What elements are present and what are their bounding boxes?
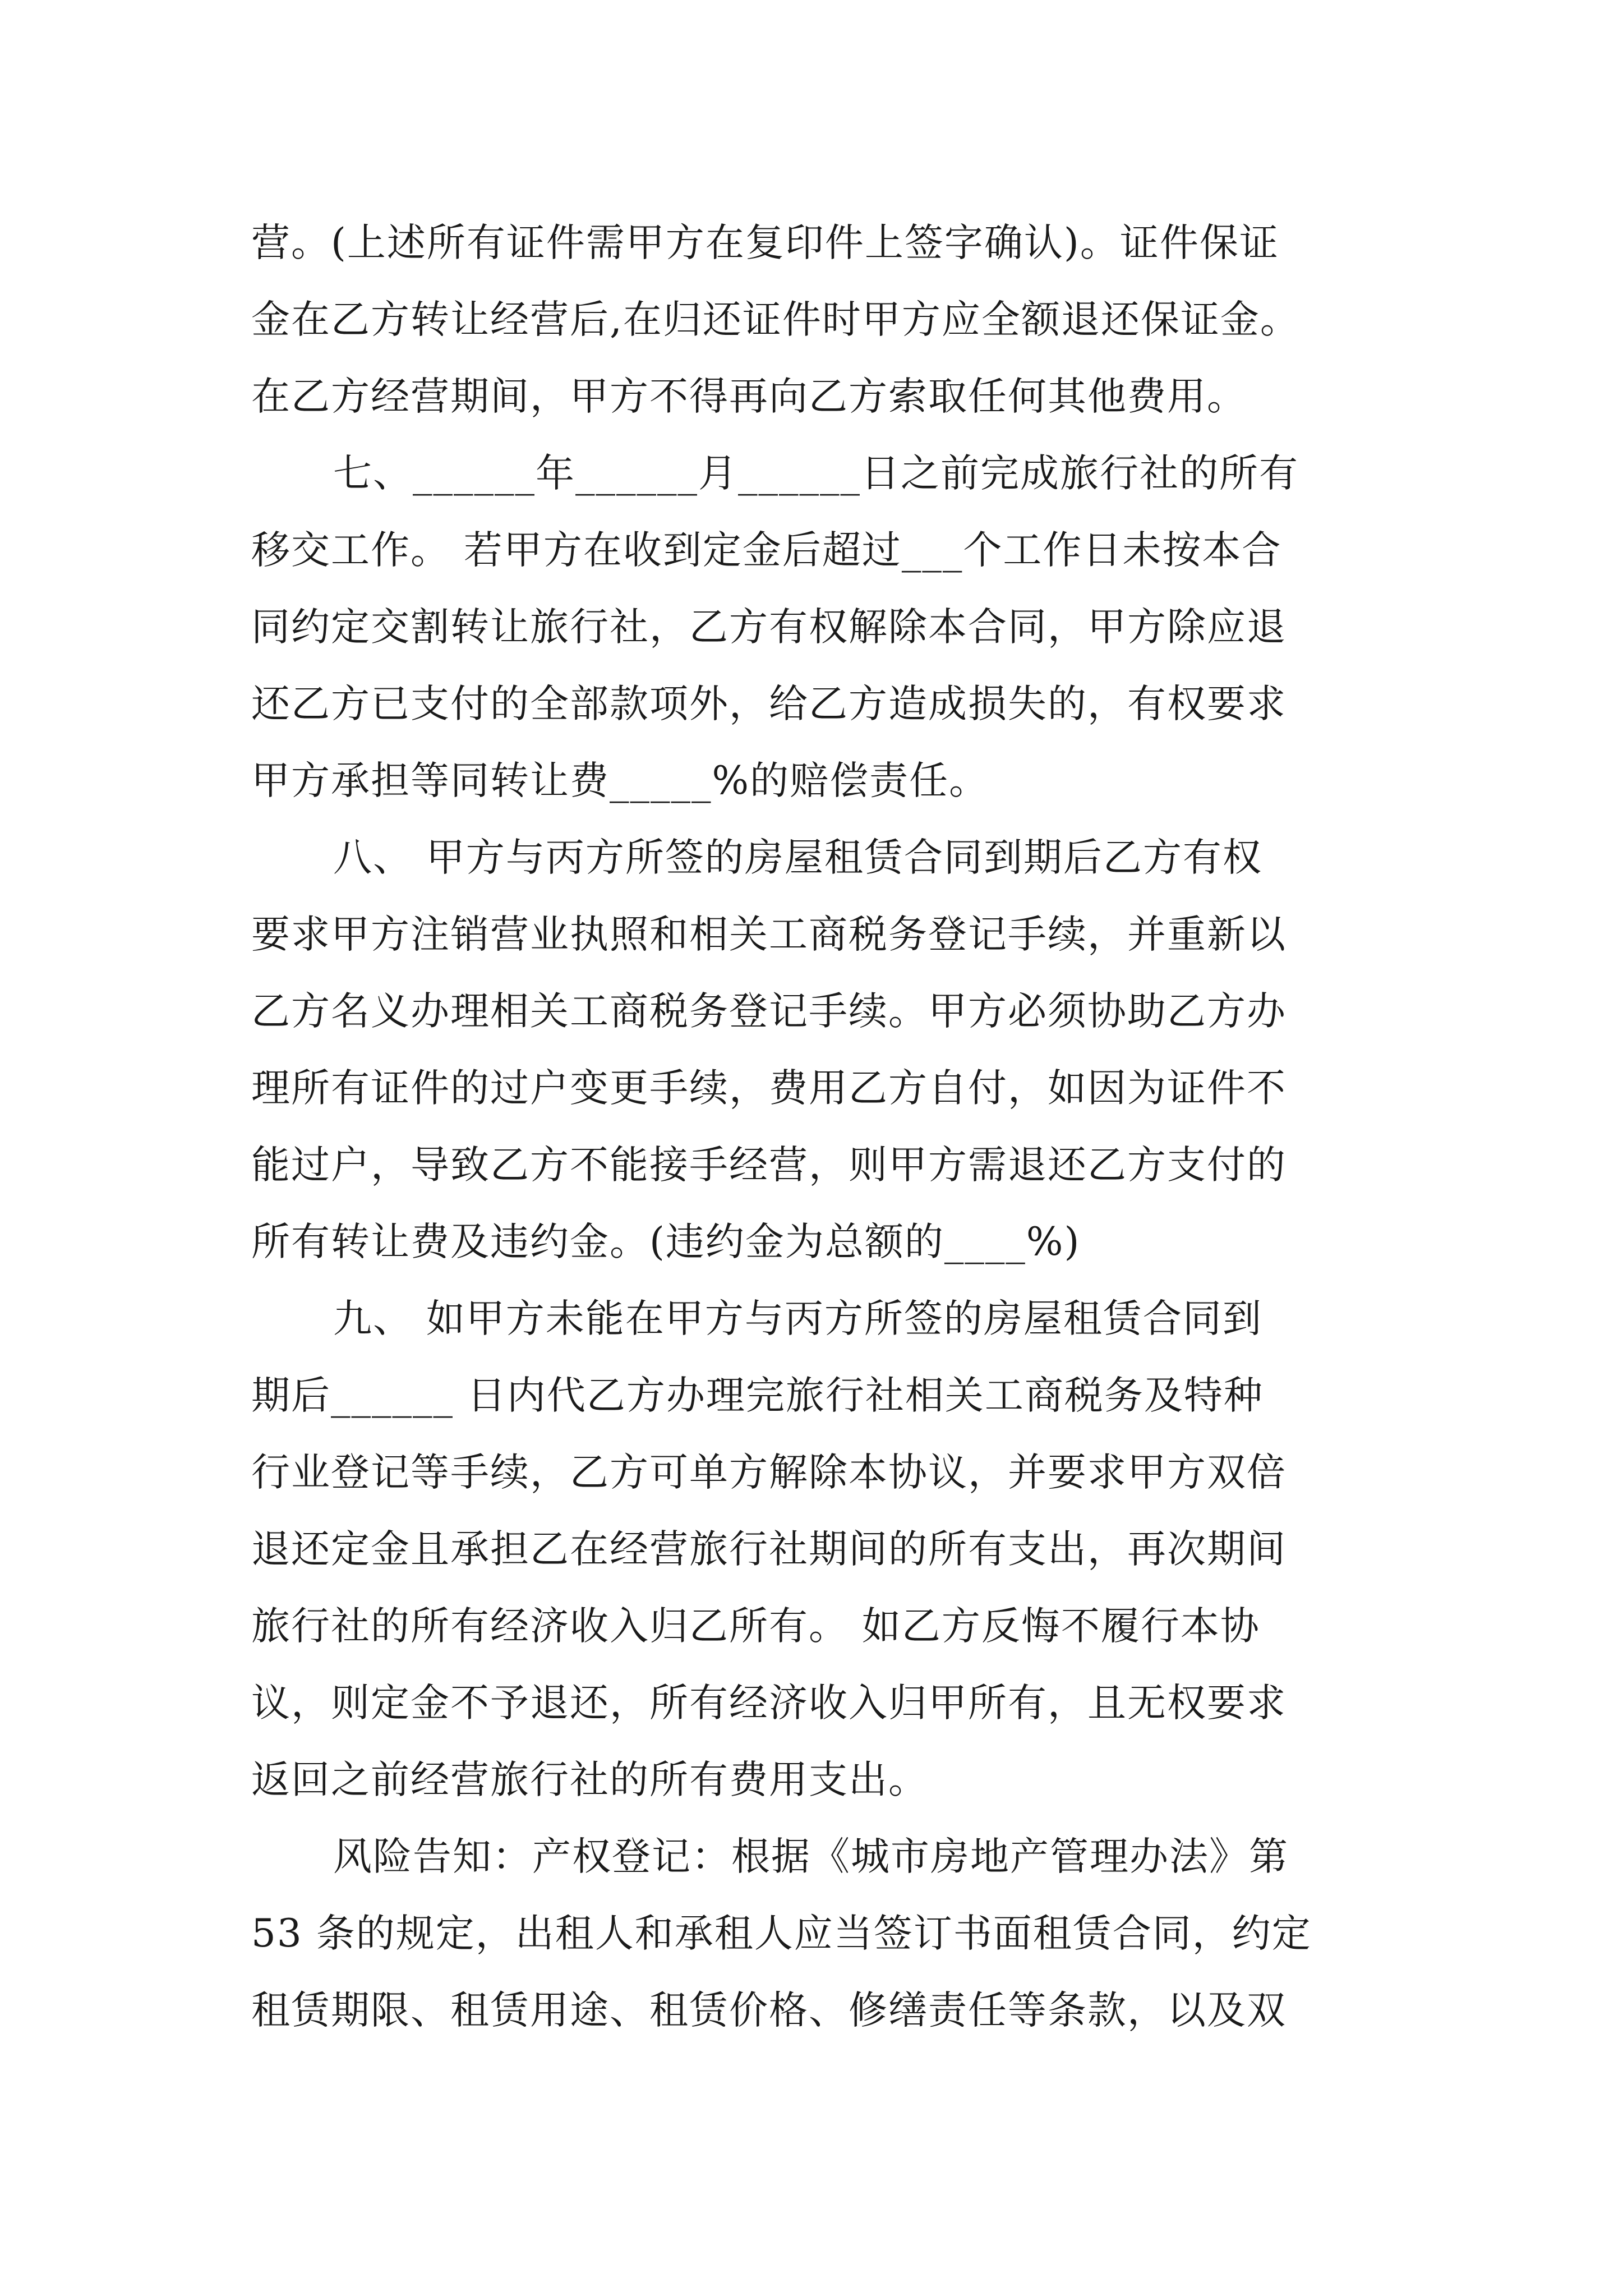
text-line: 金在乙方转让经营后,在归还证件时甲方应全额退还保证金。 [251, 297, 1300, 342]
text-line: 能过户，导致乙方不能接手经营，则甲方需退还乙方支付的 [251, 1143, 1287, 1188]
text-line: 旅行社的所有经济收入归乙所有。 如乙方反悔不履行本协 [251, 1604, 1260, 1649]
clause-9-heading-line: 九、 如甲方未能在甲方与丙方所签的房屋租赁合同到 [333, 1296, 1262, 1341]
risk-notice-heading-line: 风险告知：产权登记：根据《城市房地产管理办法》第 [333, 1834, 1289, 1879]
text-line: 要求甲方注销营业执照和相关工商税务登记手续，并重新以 [251, 912, 1287, 957]
text-line: 行业登记等手续，乙方可单方解除本协议，并要求甲方双倍 [251, 1450, 1287, 1495]
text-line: 还乙方已支付的全部款项外，给乙方造成损失的，有权要求 [251, 682, 1287, 726]
clause-7-heading-line: 七、______年______月______日之前完成旅行社的所有 [333, 451, 1299, 496]
text-line: 理所有证件的过户变更手续，费用乙方自付，如因为证件不 [251, 1066, 1287, 1111]
clause-8-heading-line: 八、 甲方与丙方所签的房屋租赁合同到期后乙方有权 [333, 835, 1262, 880]
text-line: 议，则定金不予退还，所有经济收入归甲所有，且无权要求 [251, 1681, 1287, 1726]
text-line: 租赁期限、租赁用途、租赁价格、修缮责任等条款，以及双 [251, 1988, 1287, 2033]
text-line: 53 条的规定，出租人和承租人应当签订书面租赁合同，约定 [251, 1911, 1312, 1956]
text-line: 营。(上述所有证件需甲方在复印件上签字确认)。证件保证 [251, 220, 1279, 265]
text-line: 乙方名义办理相关工商税务登记手续。甲方必须协助乙方办 [251, 989, 1287, 1034]
text-line: 移交工作。 若甲方在收到定金后超过___个工作日未按本合 [251, 528, 1282, 573]
text-line: 期后______ 日内代乙方办理完旅行社相关工商税务及特种 [251, 1373, 1264, 1418]
text-line: 所有转让费及违约金。(违约金为总额的____%) [251, 1220, 1081, 1264]
text-line: 退还定金且承担乙在经营旅行社期间的所有支出，再次期间 [251, 1527, 1287, 1572]
text-line: 同约定交割转让旅行社，乙方有权解除本合同，甲方除应退 [251, 605, 1287, 650]
text-line: 在乙方经营期间，甲方不得再向乙方索取任何其他费用。 [251, 374, 1247, 419]
text-line: 甲方承担等同转让费_____%的赔偿责任。 [251, 758, 989, 803]
text-line: 返回之前经营旅行社的所有费用支出。 [251, 1757, 928, 1802]
